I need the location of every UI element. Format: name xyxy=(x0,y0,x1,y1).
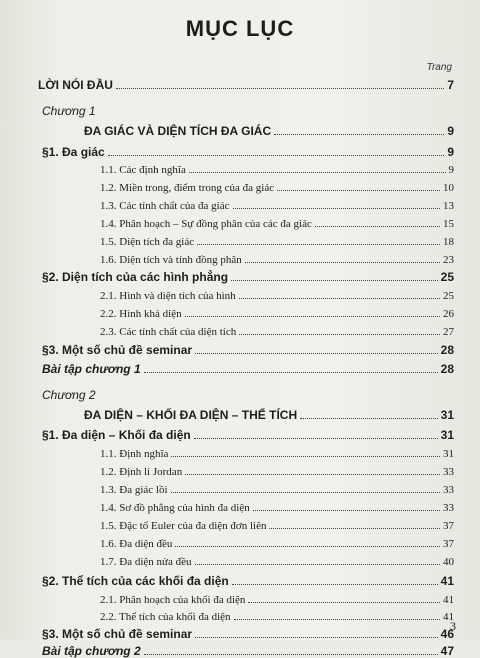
dot-leader xyxy=(144,372,438,373)
dot-leader xyxy=(239,298,440,299)
page-column-label: Trang xyxy=(426,62,452,73)
toc-entry-page: 41 xyxy=(443,594,454,606)
dot-leader xyxy=(234,619,440,620)
toc-row[interactable] xyxy=(0,76,480,92)
toc-row[interactable] xyxy=(0,534,480,550)
dot-leader xyxy=(185,474,440,475)
dot-leader xyxy=(195,564,441,565)
dot-leader xyxy=(171,456,440,457)
toc-entry-title: §3. Một số chủ đề seminar xyxy=(42,627,193,641)
toc-entry-title: 1.3. Đa giác lồi xyxy=(100,484,168,496)
toc-entry-page: 31 xyxy=(440,408,454,422)
dot-leader xyxy=(277,190,440,191)
toc-entry-title: §1. Đa giác xyxy=(42,145,105,159)
toc-row[interactable] xyxy=(0,572,480,588)
toc-entry-page: 33 xyxy=(443,502,454,514)
toc-row[interactable] xyxy=(0,552,480,568)
toc-entry-title: 2.1. Phân hoạch của khối đa diện xyxy=(100,594,246,606)
toc-entry-title: 1.3. Các tính chất của đa giác xyxy=(100,200,230,212)
toc-entry-page: 9 xyxy=(447,145,454,159)
toc-row[interactable] xyxy=(0,607,480,623)
toc-entry-page: 25 xyxy=(443,290,454,302)
toc-row[interactable] xyxy=(0,286,480,302)
toc-entry-title: §2. Thể tích của các khối đa diện xyxy=(42,574,229,588)
toc-entry-page: 37 xyxy=(443,520,454,532)
toc-entry-title: Bài tập chương 2 xyxy=(42,644,141,658)
toc-entry-title: 1.7. Đa diện nửa đều xyxy=(100,556,192,568)
toc-entry-page: 28 xyxy=(440,343,454,357)
dot-leader xyxy=(195,637,438,638)
toc-entry-title: §3. Một số chủ đề seminar xyxy=(42,343,193,357)
dot-leader xyxy=(231,280,438,281)
toc-entry-title: 1.1. Định nghĩa xyxy=(100,448,169,460)
toc-row[interactable] xyxy=(0,360,480,376)
dot-leader xyxy=(274,134,444,135)
toc-row[interactable] xyxy=(0,516,480,532)
dot-leader xyxy=(175,546,440,547)
dot-leader xyxy=(245,262,440,263)
toc-entry-page: 28 xyxy=(440,362,454,376)
toc-entry-title: 2.1. Hình và diện tích của hình xyxy=(100,290,236,302)
toc-entry-page: 47 xyxy=(440,644,454,658)
dot-leader xyxy=(239,334,440,335)
dot-leader xyxy=(232,584,438,585)
toc-entry-page: 25 xyxy=(440,270,454,284)
toc-entry-title: 1.6. Diện tích và tính đồng phân xyxy=(100,254,242,266)
toc-entry-title: 1.1. Các định nghĩa xyxy=(100,164,186,176)
dot-leader xyxy=(197,244,440,245)
toc-entry-title: LỜI NÓI ĐẦU xyxy=(38,78,113,92)
toc-entry-title: 1.6. Đa diện đều xyxy=(100,538,173,550)
toc-row[interactable] xyxy=(0,232,480,248)
toc-row[interactable] xyxy=(0,268,480,284)
dot-leader xyxy=(189,172,446,173)
toc-entry-title: 1.2. Định lí Jordan xyxy=(100,466,183,478)
toc-row[interactable] xyxy=(0,498,480,514)
toc-entry-page: 13 xyxy=(443,200,454,212)
toc-row[interactable] xyxy=(0,322,480,338)
dot-leader xyxy=(253,510,440,511)
toc-row[interactable] xyxy=(0,304,480,320)
toc-row[interactable] xyxy=(0,590,480,606)
toc-entry-page: 10 xyxy=(443,182,454,194)
toc-entry-page: 46 xyxy=(440,627,454,641)
dot-leader xyxy=(248,602,440,603)
toc-entry-page: 31 xyxy=(443,448,454,460)
toc-entry-page: 31 xyxy=(440,428,454,442)
toc-entry-title: Bài tập chương 1 xyxy=(42,362,141,376)
toc-entry-title: §2. Diện tích của các hình phẳng xyxy=(42,270,229,284)
toc-row[interactable] xyxy=(0,625,480,641)
toc-entry-page: 41 xyxy=(443,611,454,623)
toc-entry-page: 23 xyxy=(443,254,454,266)
toc-entry-page: 9 xyxy=(447,124,454,138)
toc-row[interactable] xyxy=(0,250,480,266)
toc-entry-title: 1.2. Miền trong, điểm trong của đa giác xyxy=(100,182,275,194)
toc-row[interactable] xyxy=(0,444,480,460)
toc-row[interactable] xyxy=(0,642,480,658)
dot-leader xyxy=(194,438,438,439)
toc-entry-title: 2.2. Hình khả diện xyxy=(100,308,182,320)
toc-entry-page: 41 xyxy=(440,574,454,588)
toc-row[interactable] xyxy=(0,160,480,176)
dot-leader xyxy=(233,208,440,209)
toc-row[interactable] xyxy=(0,214,480,230)
toc-row[interactable] xyxy=(0,406,480,422)
toc-entry-title: 1.4. Phân hoạch – Sự đồng phân của các đa giác xyxy=(100,218,312,230)
toc-row[interactable] xyxy=(0,196,480,212)
toc-entry-page: 37 xyxy=(443,538,454,550)
toc-entry-title: 1.5. Diện tích đa giác xyxy=(100,236,195,248)
toc-entry-page: 15 xyxy=(443,218,454,230)
toc-entry-title: 2.3. Các tính chất của diện tích xyxy=(100,326,237,338)
dot-leader xyxy=(185,316,440,317)
toc-row[interactable] xyxy=(0,480,480,496)
toc-entry-title: ĐA GIÁC VÀ DIỆN TÍCH ĐA GIÁC xyxy=(84,124,272,138)
chapter-label: Chương 1 xyxy=(42,104,96,118)
toc-row[interactable] xyxy=(0,122,480,138)
toc-row[interactable] xyxy=(0,178,480,194)
dot-leader xyxy=(195,353,438,354)
toc-entry-title: ĐA DIỆN – KHỐI ĐA DIỆN – THỂ TÍCH xyxy=(84,408,298,422)
toc-entry-page: 18 xyxy=(443,236,454,248)
toc-entry-page: 33 xyxy=(443,466,454,478)
dot-leader xyxy=(300,418,438,419)
toc-entry-title: 2.2. Thể tích của khối đa diện xyxy=(100,611,231,623)
toc-entry-page: 26 xyxy=(443,308,454,320)
toc-entry-title: 1.4. Sơ đồ phẳng của hình đa diện xyxy=(100,502,250,514)
toc-row[interactable] xyxy=(0,426,480,442)
chapter-label: Chương 2 xyxy=(42,388,96,402)
toc-row[interactable] xyxy=(0,341,480,357)
dot-leader xyxy=(171,492,440,493)
toc-entry-page: 27 xyxy=(443,326,454,338)
page-number: 3 xyxy=(450,619,456,633)
dot-leader xyxy=(315,226,440,227)
dot-leader xyxy=(144,654,438,655)
dot-leader xyxy=(108,155,445,156)
dot-leader xyxy=(116,88,444,89)
page-title: MỤC LỤC xyxy=(185,16,295,41)
toc-entry-title: §1. Đa diện – Khối đa diện xyxy=(42,428,191,442)
toc-entry-page: 40 xyxy=(443,556,454,568)
toc-entry-page: 9 xyxy=(448,164,454,176)
dot-leader xyxy=(269,528,440,529)
toc-row[interactable] xyxy=(0,462,480,478)
toc-entry-page: 33 xyxy=(443,484,454,496)
toc-row[interactable] xyxy=(0,143,480,159)
toc-entry-page: 7 xyxy=(447,78,454,92)
toc-entry-title: 1.5. Đặc tố Euler của đa diện đơn liên xyxy=(100,520,267,532)
